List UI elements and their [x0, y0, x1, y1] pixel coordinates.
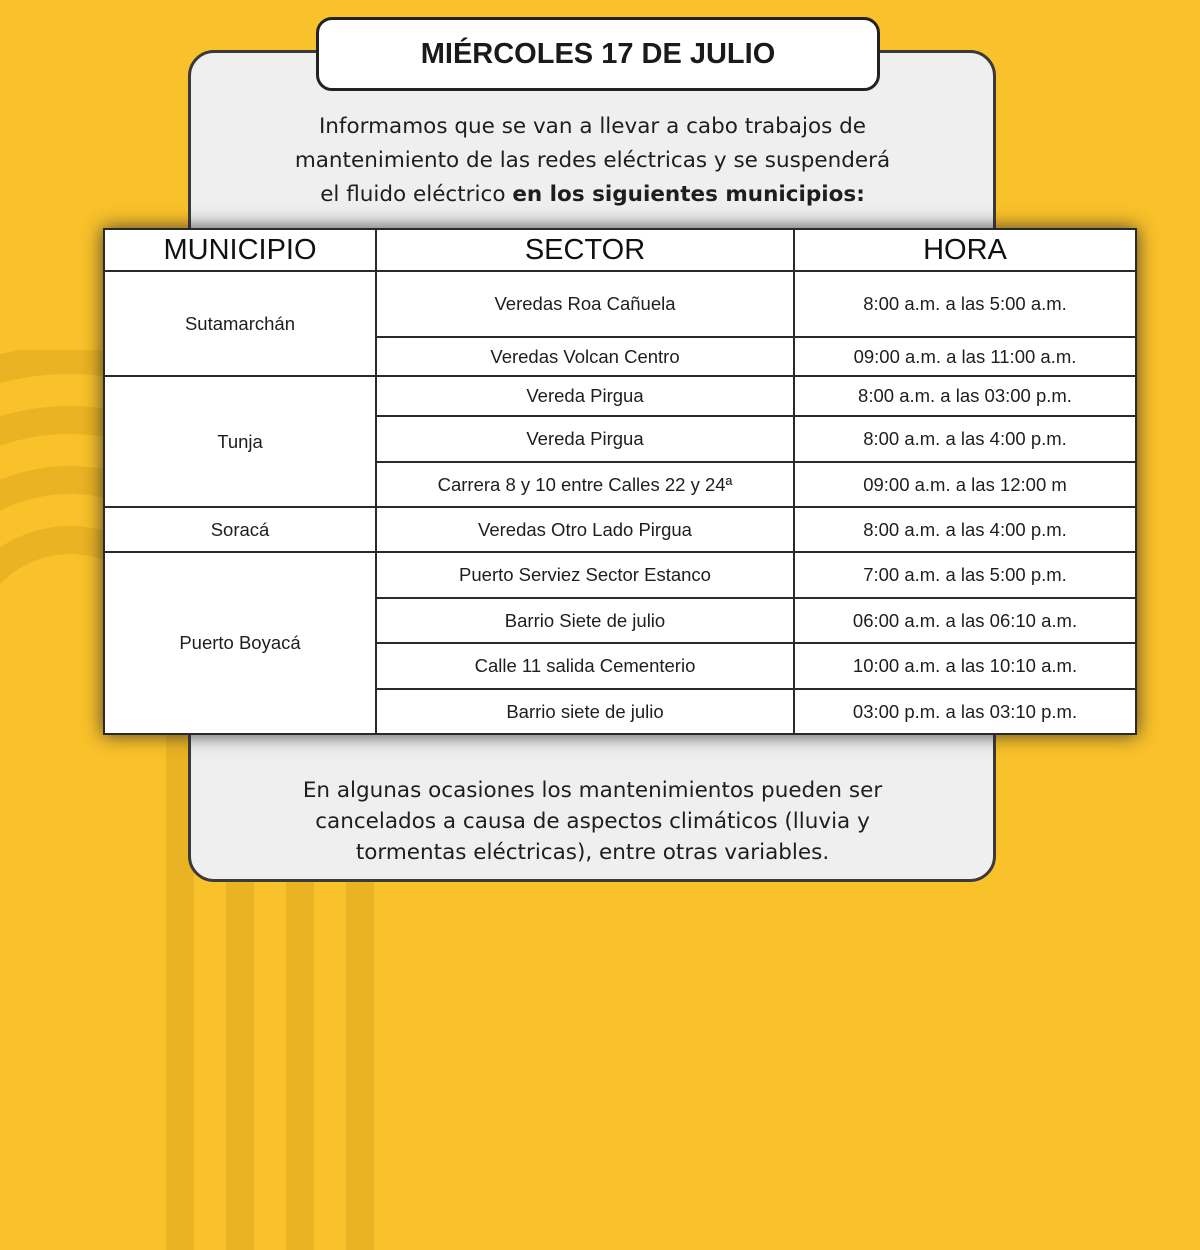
- intro-line-plain: el fluido eléctrico: [320, 182, 513, 207]
- municipio-cell: Tunja: [104, 376, 376, 507]
- table-header-row: [104, 229, 1136, 271]
- date-title: MIÉRCOLES 17 DE JULIO: [420, 37, 776, 70]
- municipio-cell: Sutamarchán: [104, 271, 376, 376]
- header-hora: HORA: [794, 229, 1136, 271]
- table-row: [104, 552, 1136, 598]
- sector-cell: Calle 11 salida Cementerio: [376, 643, 794, 689]
- hora-cell: 7:00 a.m. a las 5:00 p.m.: [794, 552, 1136, 598]
- sector-cell: Barrio Siete de julio: [376, 598, 794, 643]
- intro-text: [200, 110, 985, 212]
- hora-cell: 03:00 p.m. a las 03:10 p.m.: [794, 689, 1136, 734]
- hora-cell: 06:00 a.m. a las 06:10 a.m.: [794, 598, 1136, 643]
- sector-cell: Barrio siete de julio: [376, 689, 794, 734]
- table-row: [104, 376, 1136, 416]
- sector-cell: Veredas Volcan Centro: [376, 337, 794, 376]
- sector-cell: Veredas Roa Cañuela: [376, 271, 794, 337]
- header-sector: SECTOR: [376, 229, 794, 271]
- municipio-cell: Soracá: [104, 507, 376, 552]
- hora-cell: 8:00 a.m. a las 4:00 p.m.: [794, 416, 1136, 462]
- table-row: [104, 271, 1136, 337]
- table-row: [104, 507, 1136, 552]
- sector-cell: Veredas Otro Lado Pirgua: [376, 507, 794, 552]
- date-banner: [316, 17, 880, 91]
- schedule-table: [103, 228, 1137, 735]
- footer-line: tormentas eléctricas), entre otras variables.: [355, 840, 830, 865]
- footer-text: [200, 775, 985, 868]
- municipio-cell: Puerto Boyacá: [104, 552, 376, 734]
- hora-cell: 8:00 a.m. a las 5:00 a.m.: [794, 271, 1136, 337]
- sector-cell: Carrera 8 y 10 entre Calles 22 y 24ª: [376, 462, 794, 507]
- intro-line: [200, 178, 985, 212]
- header-municipio: MUNICIPIO: [104, 229, 376, 271]
- hora-cell: 09:00 a.m. a las 12:00 m: [794, 462, 1136, 507]
- hora-cell: 10:00 a.m. a las 10:10 a.m.: [794, 643, 1136, 689]
- sector-cell: Vereda Pirgua: [376, 376, 794, 416]
- hora-cell: 09:00 a.m. a las 11:00 a.m.: [794, 337, 1136, 376]
- intro-line: Informamos que se van a llevar a cabo trabajos de: [318, 114, 867, 139]
- footer-line: En algunas ocasiones los mantenimientos pueden ser: [302, 778, 883, 803]
- intro-line-bold: en los siguientes municipios:: [512, 182, 865, 207]
- sector-cell: Vereda Pirgua: [376, 416, 794, 462]
- footer-line: cancelados a causa de aspectos climáticos (lluvia y: [315, 809, 870, 834]
- intro-line: mantenimiento de las redes eléctricas y se suspenderá: [294, 148, 891, 173]
- hora-cell: 8:00 a.m. a las 03:00 p.m.: [794, 376, 1136, 416]
- sector-cell: Puerto Serviez Sector Estanco: [376, 552, 794, 598]
- schedule-table-wrapper: [103, 228, 1137, 735]
- hora-cell: 8:00 a.m. a las 4:00 p.m.: [794, 507, 1136, 552]
